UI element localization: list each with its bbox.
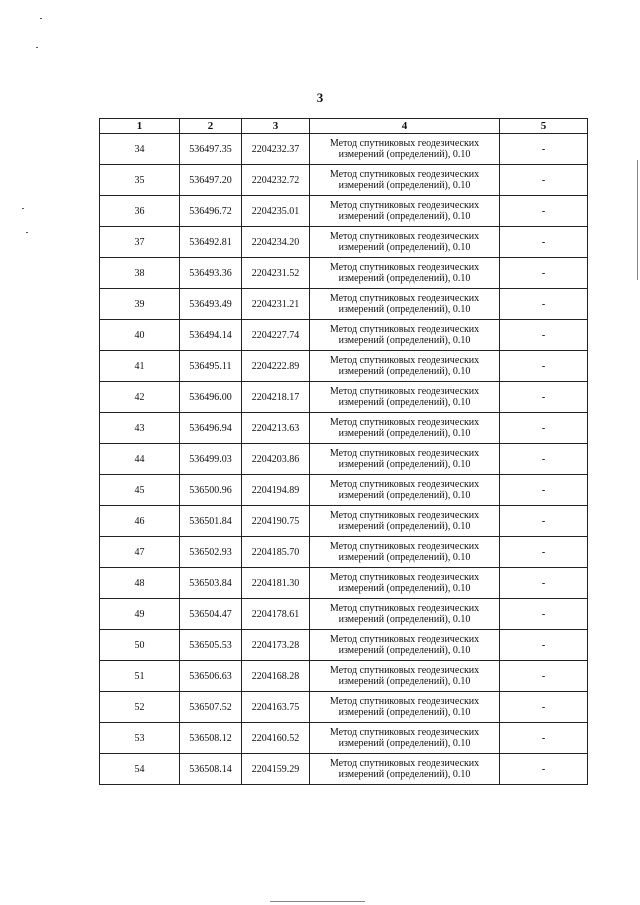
x-coordinate-cell: 536497.35 [180,134,242,165]
table-row [100,351,588,382]
column-header: 4 [310,119,500,134]
point-number-cell: 53 [100,723,180,754]
note-cell: - [500,661,588,692]
method-cell: Метод спутниковых геодезических измерений (определений), 0.10 [310,692,500,723]
table-row [100,599,588,630]
x-coordinate-cell: 536508.14 [180,754,242,785]
y-coordinate-cell: 2204159.29 [242,754,310,785]
point-number-cell: 37 [100,227,180,258]
table-row [100,444,588,475]
note-cell: - [500,537,588,568]
method-cell: Метод спутниковых геодезических измерений (определений), 0.10 [310,537,500,568]
table-row [100,413,588,444]
x-coordinate-cell: 536493.49 [180,289,242,320]
y-coordinate-cell: 2204163.75 [242,692,310,723]
table-row [100,320,588,351]
method-cell: Метод спутниковых геодезических измерений (определений), 0.10 [310,754,500,785]
x-coordinate-cell: 536499.03 [180,444,242,475]
method-cell: Метод спутниковых геодезических измерений (определений), 0.10 [310,444,500,475]
method-cell: Метод спутниковых геодезических измерений (определений), 0.10 [310,165,500,196]
y-coordinate-cell: 2204231.21 [242,289,310,320]
y-coordinate-cell: 2204232.37 [242,134,310,165]
y-coordinate-cell: 2204173.28 [242,630,310,661]
note-cell: - [500,320,588,351]
column-header: 2 [180,119,242,134]
point-number-cell: 34 [100,134,180,165]
table-header-row [100,119,588,134]
x-coordinate-cell: 536492.81 [180,227,242,258]
method-cell: Метод спутниковых геодезических измерений (определений), 0.10 [310,227,500,258]
table-body [100,134,588,785]
point-number-cell: 48 [100,568,180,599]
point-number-cell: 45 [100,475,180,506]
point-number-cell: 38 [100,258,180,289]
scan-speck [36,47,38,48]
method-cell: Метод спутниковых геодезических измерений (определений), 0.10 [310,289,500,320]
y-coordinate-cell: 2204190.75 [242,506,310,537]
note-cell: - [500,692,588,723]
method-cell: Метод спутниковых геодезических измерений (определений), 0.10 [310,196,500,227]
x-coordinate-cell: 536503.84 [180,568,242,599]
note-cell: - [500,630,588,661]
x-coordinate-cell: 536501.84 [180,506,242,537]
note-cell: - [500,351,588,382]
scan-edge-line [270,901,365,902]
point-number-cell: 36 [100,196,180,227]
note-cell: - [500,599,588,630]
note-cell: - [500,134,588,165]
point-number-cell: 40 [100,320,180,351]
y-coordinate-cell: 2204232.72 [242,165,310,196]
table-row [100,227,588,258]
table-row [100,537,588,568]
method-cell: Метод спутниковых геодезических измерений (определений), 0.10 [310,320,500,351]
method-cell: Метод спутниковых геодезических измерений (определений), 0.10 [310,661,500,692]
note-cell: - [500,196,588,227]
y-coordinate-cell: 2204235.01 [242,196,310,227]
point-number-cell: 35 [100,165,180,196]
scan-edge-line [637,160,638,280]
table-row [100,568,588,599]
table-row [100,475,588,506]
table-row [100,661,588,692]
table-row [100,692,588,723]
scan-speck [26,232,28,233]
point-number-cell: 50 [100,630,180,661]
x-coordinate-cell: 536507.52 [180,692,242,723]
point-number-cell: 51 [100,661,180,692]
table-row [100,382,588,413]
y-coordinate-cell: 2204160.52 [242,723,310,754]
y-coordinate-cell: 2204218.17 [242,382,310,413]
column-header: 5 [500,119,588,134]
x-coordinate-cell: 536493.36 [180,258,242,289]
y-coordinate-cell: 2204168.28 [242,661,310,692]
column-header: 1 [100,119,180,134]
note-cell: - [500,413,588,444]
method-cell: Метод спутниковых геодезических измерений (определений), 0.10 [310,723,500,754]
note-cell: - [500,444,588,475]
method-cell: Метод спутниковых геодезических измерений (определений), 0.10 [310,258,500,289]
y-coordinate-cell: 2204194.89 [242,475,310,506]
method-cell: Метод спутниковых геодезических измерений (определений), 0.10 [310,382,500,413]
x-coordinate-cell: 536496.94 [180,413,242,444]
note-cell: - [500,382,588,413]
column-header: 3 [242,119,310,134]
x-coordinate-cell: 536508.12 [180,723,242,754]
table-row [100,506,588,537]
table-row [100,754,588,785]
note-cell: - [500,754,588,785]
y-coordinate-cell: 2204231.52 [242,258,310,289]
point-number-cell: 43 [100,413,180,444]
table-row [100,630,588,661]
scan-speck [22,208,24,209]
page-number: 3 [316,90,324,105]
method-cell: Метод спутниковых геодезических измерений (определений), 0.10 [310,630,500,661]
method-cell: Метод спутниковых геодезических измерений (определений), 0.10 [310,134,500,165]
x-coordinate-cell: 536504.47 [180,599,242,630]
note-cell: - [500,506,588,537]
note-cell: - [500,289,588,320]
x-coordinate-cell: 536502.93 [180,537,242,568]
note-cell: - [500,723,588,754]
y-coordinate-cell: 2204181.30 [242,568,310,599]
point-number-cell: 47 [100,537,180,568]
table-row [100,196,588,227]
y-coordinate-cell: 2204203.86 [242,444,310,475]
method-cell: Метод спутниковых геодезических измерений (определений), 0.10 [310,351,500,382]
x-coordinate-cell: 536497.20 [180,165,242,196]
x-coordinate-cell: 536494.14 [180,320,242,351]
table-row [100,165,588,196]
note-cell: - [500,165,588,196]
y-coordinate-cell: 2204213.63 [242,413,310,444]
note-cell: - [500,475,588,506]
method-cell: Метод спутниковых геодезических измерений (определений), 0.10 [310,599,500,630]
x-coordinate-cell: 536500.96 [180,475,242,506]
point-number-cell: 41 [100,351,180,382]
method-cell: Метод спутниковых геодезических измерений (определений), 0.10 [310,506,500,537]
y-coordinate-cell: 2204227.74 [242,320,310,351]
coordinates-table [99,118,588,785]
x-coordinate-cell: 536496.00 [180,382,242,413]
x-coordinate-cell: 536496.72 [180,196,242,227]
point-number-cell: 49 [100,599,180,630]
point-number-cell: 52 [100,692,180,723]
point-number-cell: 39 [100,289,180,320]
y-coordinate-cell: 2204185.70 [242,537,310,568]
method-cell: Метод спутниковых геодезических измерений (определений), 0.10 [310,475,500,506]
table-row [100,258,588,289]
method-cell: Метод спутниковых геодезических измерений (определений), 0.10 [310,568,500,599]
table-row [100,134,588,165]
table-row [100,289,588,320]
point-number-cell: 44 [100,444,180,475]
note-cell: - [500,568,588,599]
scan-speck [40,18,42,19]
x-coordinate-cell: 536506.63 [180,661,242,692]
x-coordinate-cell: 536495.11 [180,351,242,382]
point-number-cell: 54 [100,754,180,785]
table-row [100,723,588,754]
y-coordinate-cell: 2204222.89 [242,351,310,382]
x-coordinate-cell: 536505.53 [180,630,242,661]
point-number-cell: 42 [100,382,180,413]
note-cell: - [500,227,588,258]
note-cell: - [500,258,588,289]
y-coordinate-cell: 2204234.20 [242,227,310,258]
point-number-cell: 46 [100,506,180,537]
method-cell: Метод спутниковых геодезических измерений (определений), 0.10 [310,413,500,444]
y-coordinate-cell: 2204178.61 [242,599,310,630]
